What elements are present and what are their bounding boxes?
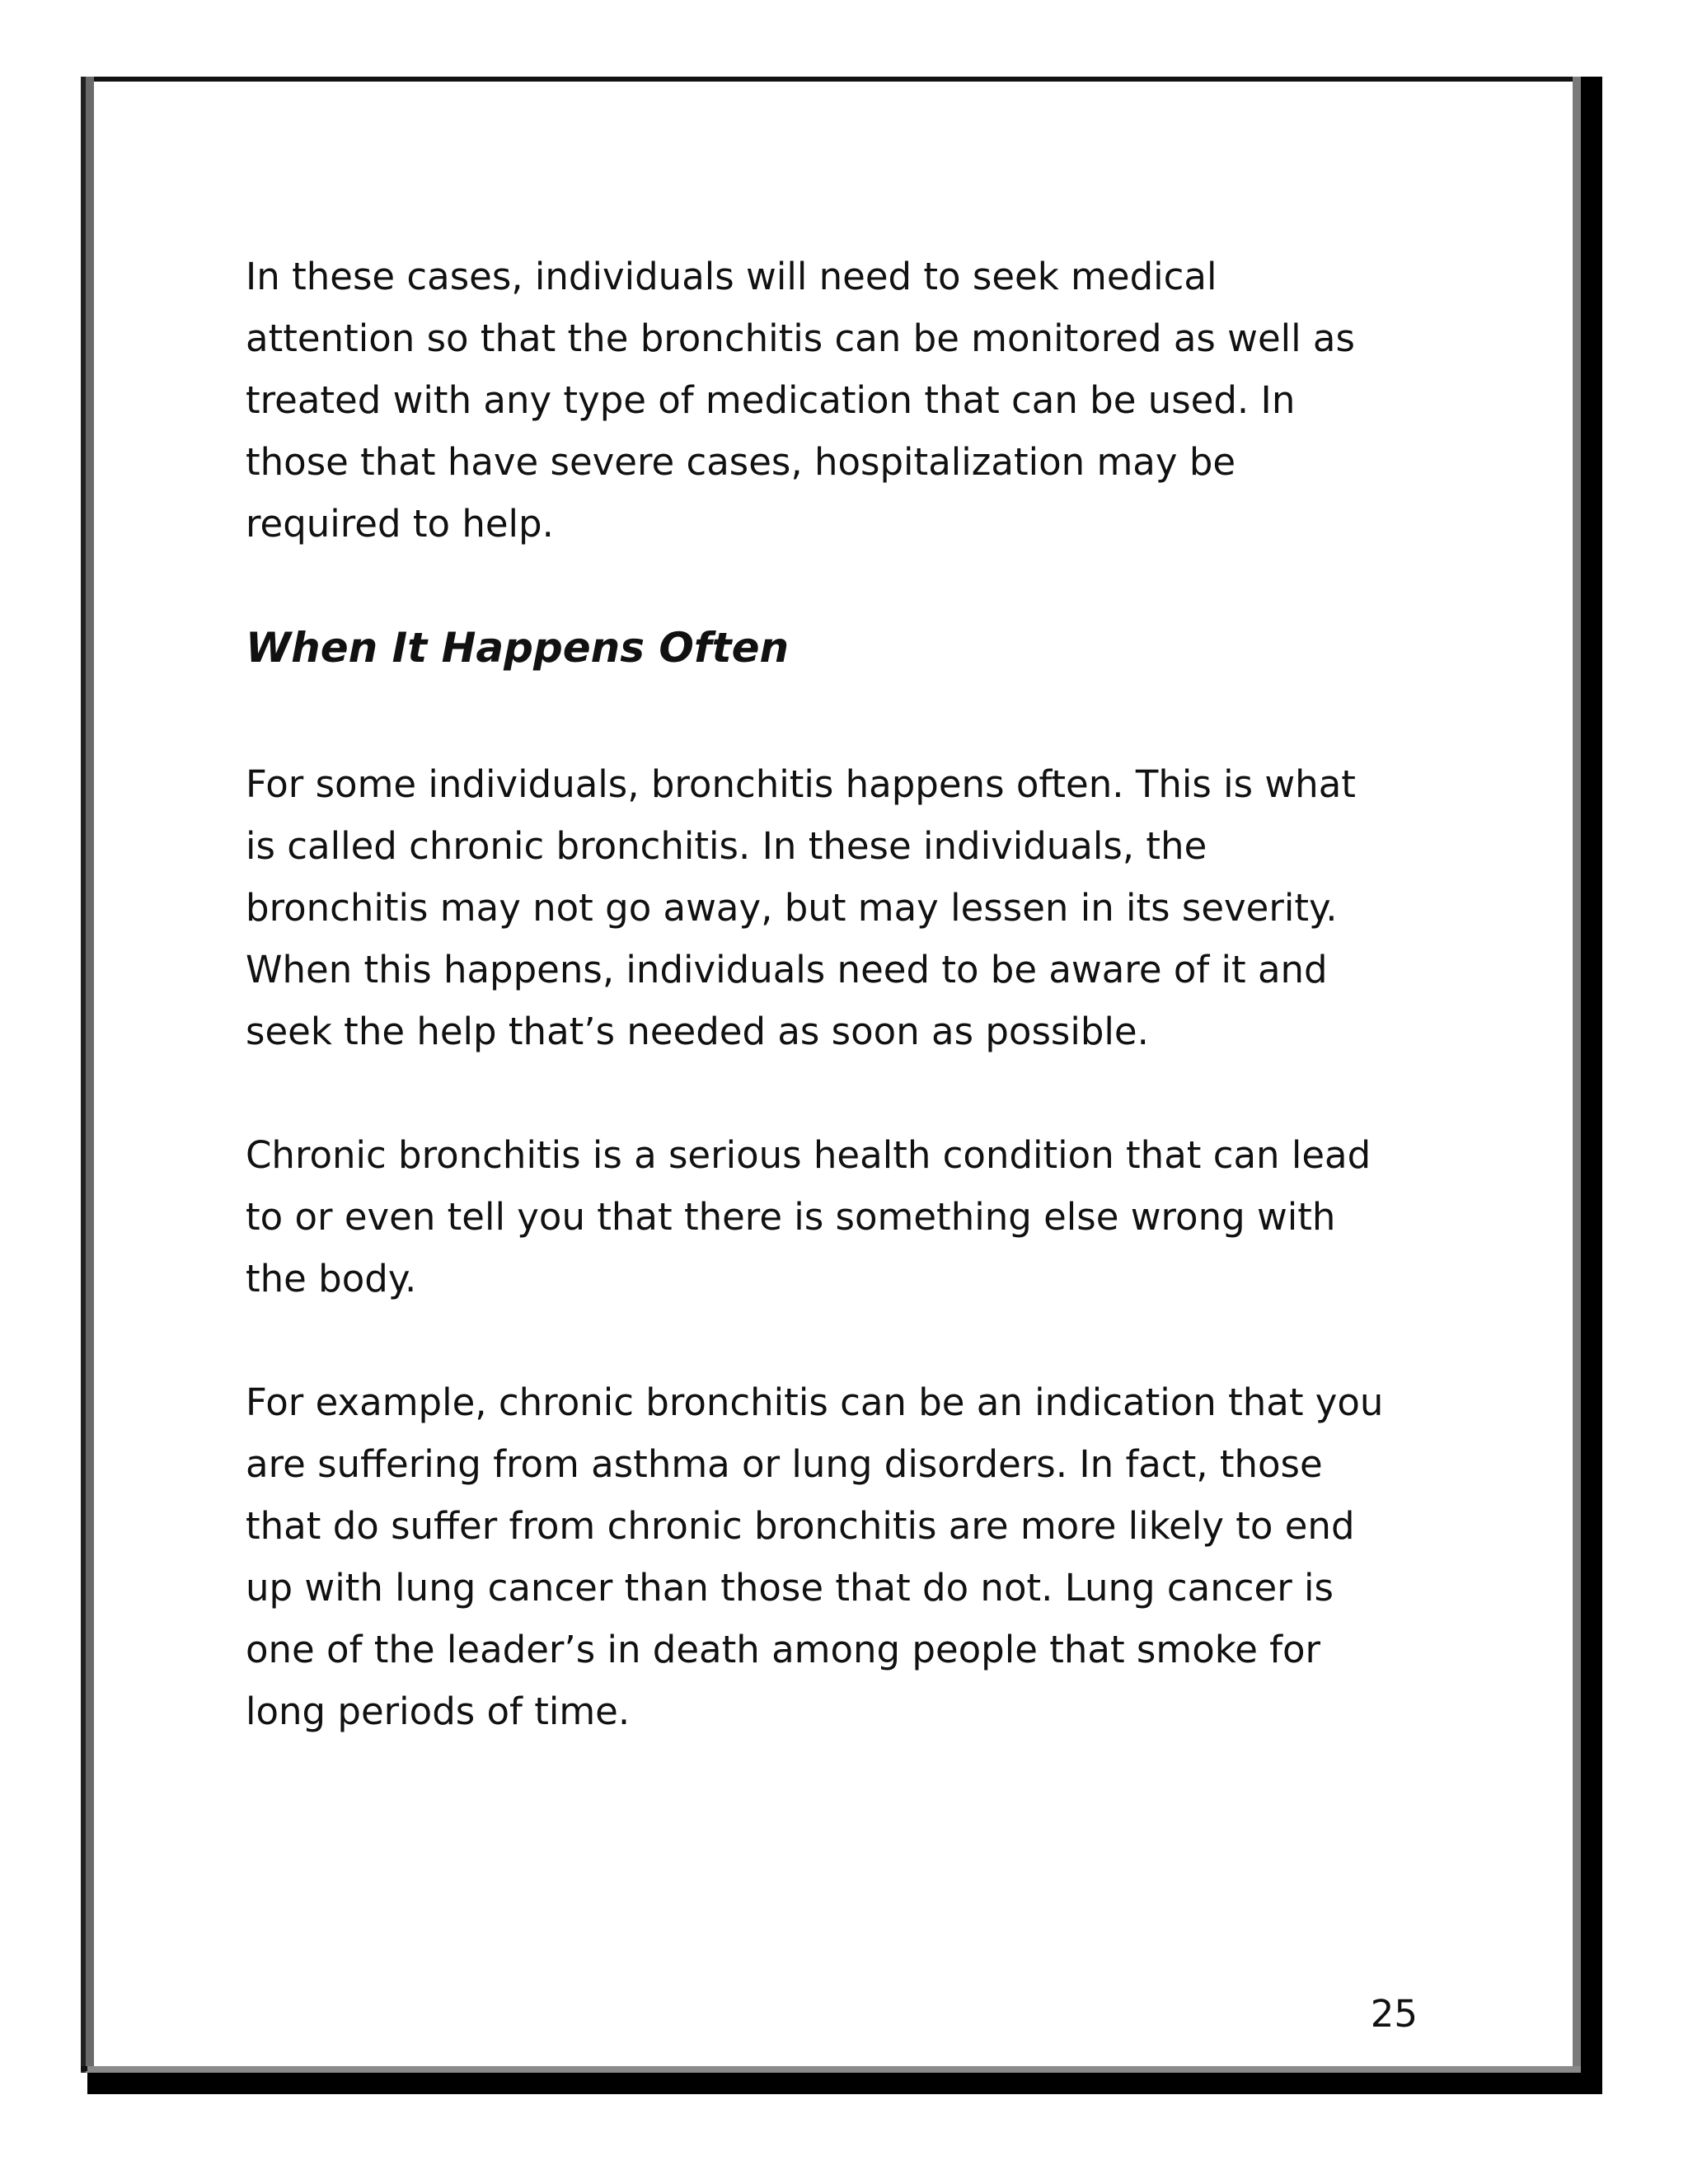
section-heading: When It Happens Often	[246, 624, 790, 672]
paragraph-2: For some individuals, bronchitis happens often. This is what is called chronic bronchitis. In these individuals, the bronchitis may not go away, but may lessen in its severity. When this happens, individuals need to be aware of it and seek the help that’s needed as soon as possible.	[246, 762, 1356, 1053]
frame-top-border	[81, 77, 1602, 82]
frame-bottom-inner-border	[86, 2066, 1581, 2073]
paragraph-4: For example, chronic bronchitis can be an indication that you are suffering from asthma or lung disorders. In fact, those that do suffer from chronic bronchitis are more likely to end up with lung cancer than those that do not. Lung cancer is one of the leader’s in death among people that smoke for long periods of time.	[246, 1380, 1384, 1733]
page-number: 25	[1370, 1992, 1418, 2036]
frame-right-shadow	[1581, 77, 1602, 2084]
paragraph-1: In these cases, individuals will need to seek medical attention so that the bronchitis can be monitored as well as treated with any type of medication that can be used. In those that have severe cases, hospitalization may be required to help.	[246, 255, 1355, 546]
frame-right-inner-border	[1573, 77, 1581, 2076]
paragraph-3: Chronic bronchitis is a serious health condition that can lead to or even tell you that there is something else wrong with the body.	[246, 1133, 1372, 1301]
page-content	[246, 246, 1449, 1742]
frame-left-inner-border	[86, 77, 94, 2073]
frame-bottom-shadow	[87, 2073, 1602, 2094]
frame-corner	[81, 2066, 87, 2071]
